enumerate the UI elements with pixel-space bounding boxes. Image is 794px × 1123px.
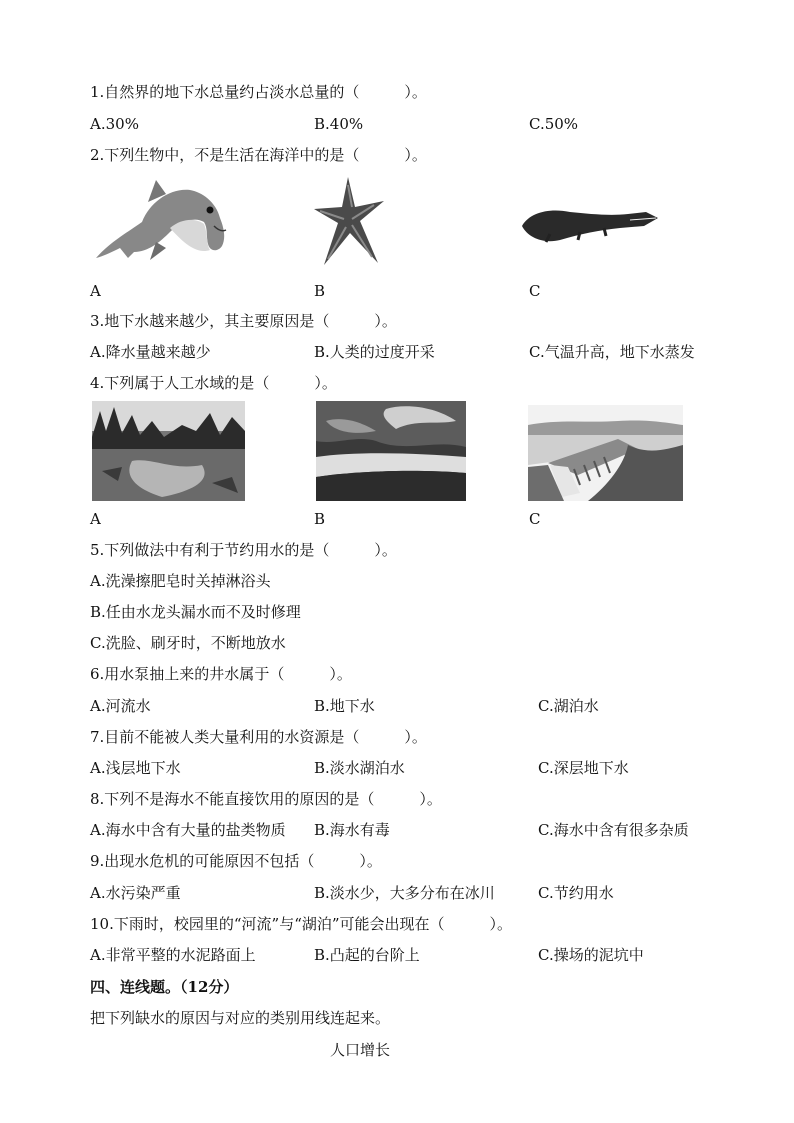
q9-option-b: B.淡水少，大多分布在冰川	[314, 884, 495, 902]
q4-option-c: C	[529, 510, 541, 528]
lake-photo	[316, 401, 466, 501]
q2-option-c: C	[529, 282, 541, 300]
crocodile-icon	[520, 204, 660, 244]
q10-option-b: B.凸起的台阶上	[314, 946, 420, 964]
section4-instruction: 把下列缺水的原因与对应的类别用线连起来。	[90, 1009, 391, 1027]
q9-option-a: A.水污染严重	[90, 884, 181, 902]
q6-option-a: A.河流水	[90, 697, 151, 715]
q3-option-c: C.气温升高，地下水蒸发	[529, 343, 695, 361]
q5-option-b: B.任由水龙头漏水而不及时修理	[90, 603, 301, 621]
q7-option-b: B.淡水湖泊水	[314, 759, 405, 777]
section4-title: 四、连线题。（12分）	[90, 978, 239, 996]
q2-option-b: B	[314, 282, 326, 300]
q2-stem: 2.下列生物中，不是生活在海洋中的是（ ）。	[90, 146, 427, 164]
q7-option-c: C.深层地下水	[538, 759, 629, 777]
q5-option-c: C.洗脸、刷牙时，不断地放水	[90, 634, 286, 652]
q3-option-b: B.人类的过度开采	[314, 343, 435, 361]
q8-option-c: C.海水中含有很多杂质	[538, 821, 689, 839]
q2-option-a: A	[90, 282, 101, 300]
stream-photo	[92, 401, 245, 501]
q1-option-c: C.50%	[529, 115, 579, 133]
q9-option-c: C.节约用水	[538, 884, 614, 902]
q1-option-b: B.40%	[314, 115, 364, 133]
q4-option-a: A	[90, 510, 101, 528]
matching-item-1: 人口增长	[330, 1041, 391, 1059]
q10-option-c: C.操场的泥坑中	[538, 946, 644, 964]
q3-stem: 3.地下水越来越少，其主要原因是（ ）。	[90, 312, 397, 330]
starfish-icon	[312, 175, 386, 267]
dolphin-icon	[90, 172, 230, 268]
q6-option-b: B.地下水	[314, 697, 375, 715]
q8-option-a: A.海水中含有大量的盐类物质	[90, 821, 286, 839]
q8-option-b: B.海水有毒	[314, 821, 390, 839]
q6-stem: 6.用水泵抽上来的井水属于（ ）。	[90, 665, 352, 683]
q1-option-a: A.30%	[90, 115, 139, 133]
q1-stem: 1.自然界的地下水总量约占淡水总量的（ ）。	[90, 83, 427, 101]
q10-option-a: A.非常平整的水泥路面上	[90, 946, 256, 964]
q10-stem: 10.下雨时，校园里的“河流”与“湖泊”可能会出现在（ ）。	[90, 915, 513, 933]
q7-stem: 7.目前不能被人类大量利用的水资源是（ ）。	[90, 728, 427, 746]
q7-option-a: A.浅层地下水	[90, 759, 181, 777]
q4-stem: 4.下列属于人工水域的是（ ）。	[90, 374, 337, 392]
q8-stem: 8.下列不是海水不能直接饮用的原因的是（ ）。	[90, 790, 442, 808]
q6-option-c: C.湖泊水	[538, 697, 599, 715]
q9-stem: 9.出现水危机的可能原因不包括（ ）。	[90, 852, 382, 870]
dam-photo	[528, 405, 683, 501]
q5-stem: 5.下列做法中有利于节约用水的是（ ）。	[90, 541, 397, 559]
q3-option-a: A.降水量越来越少	[90, 343, 211, 361]
q5-option-a: A.洗澡擦肥皂时关掉淋浴头	[90, 572, 271, 590]
q4-option-b: B	[314, 510, 326, 528]
